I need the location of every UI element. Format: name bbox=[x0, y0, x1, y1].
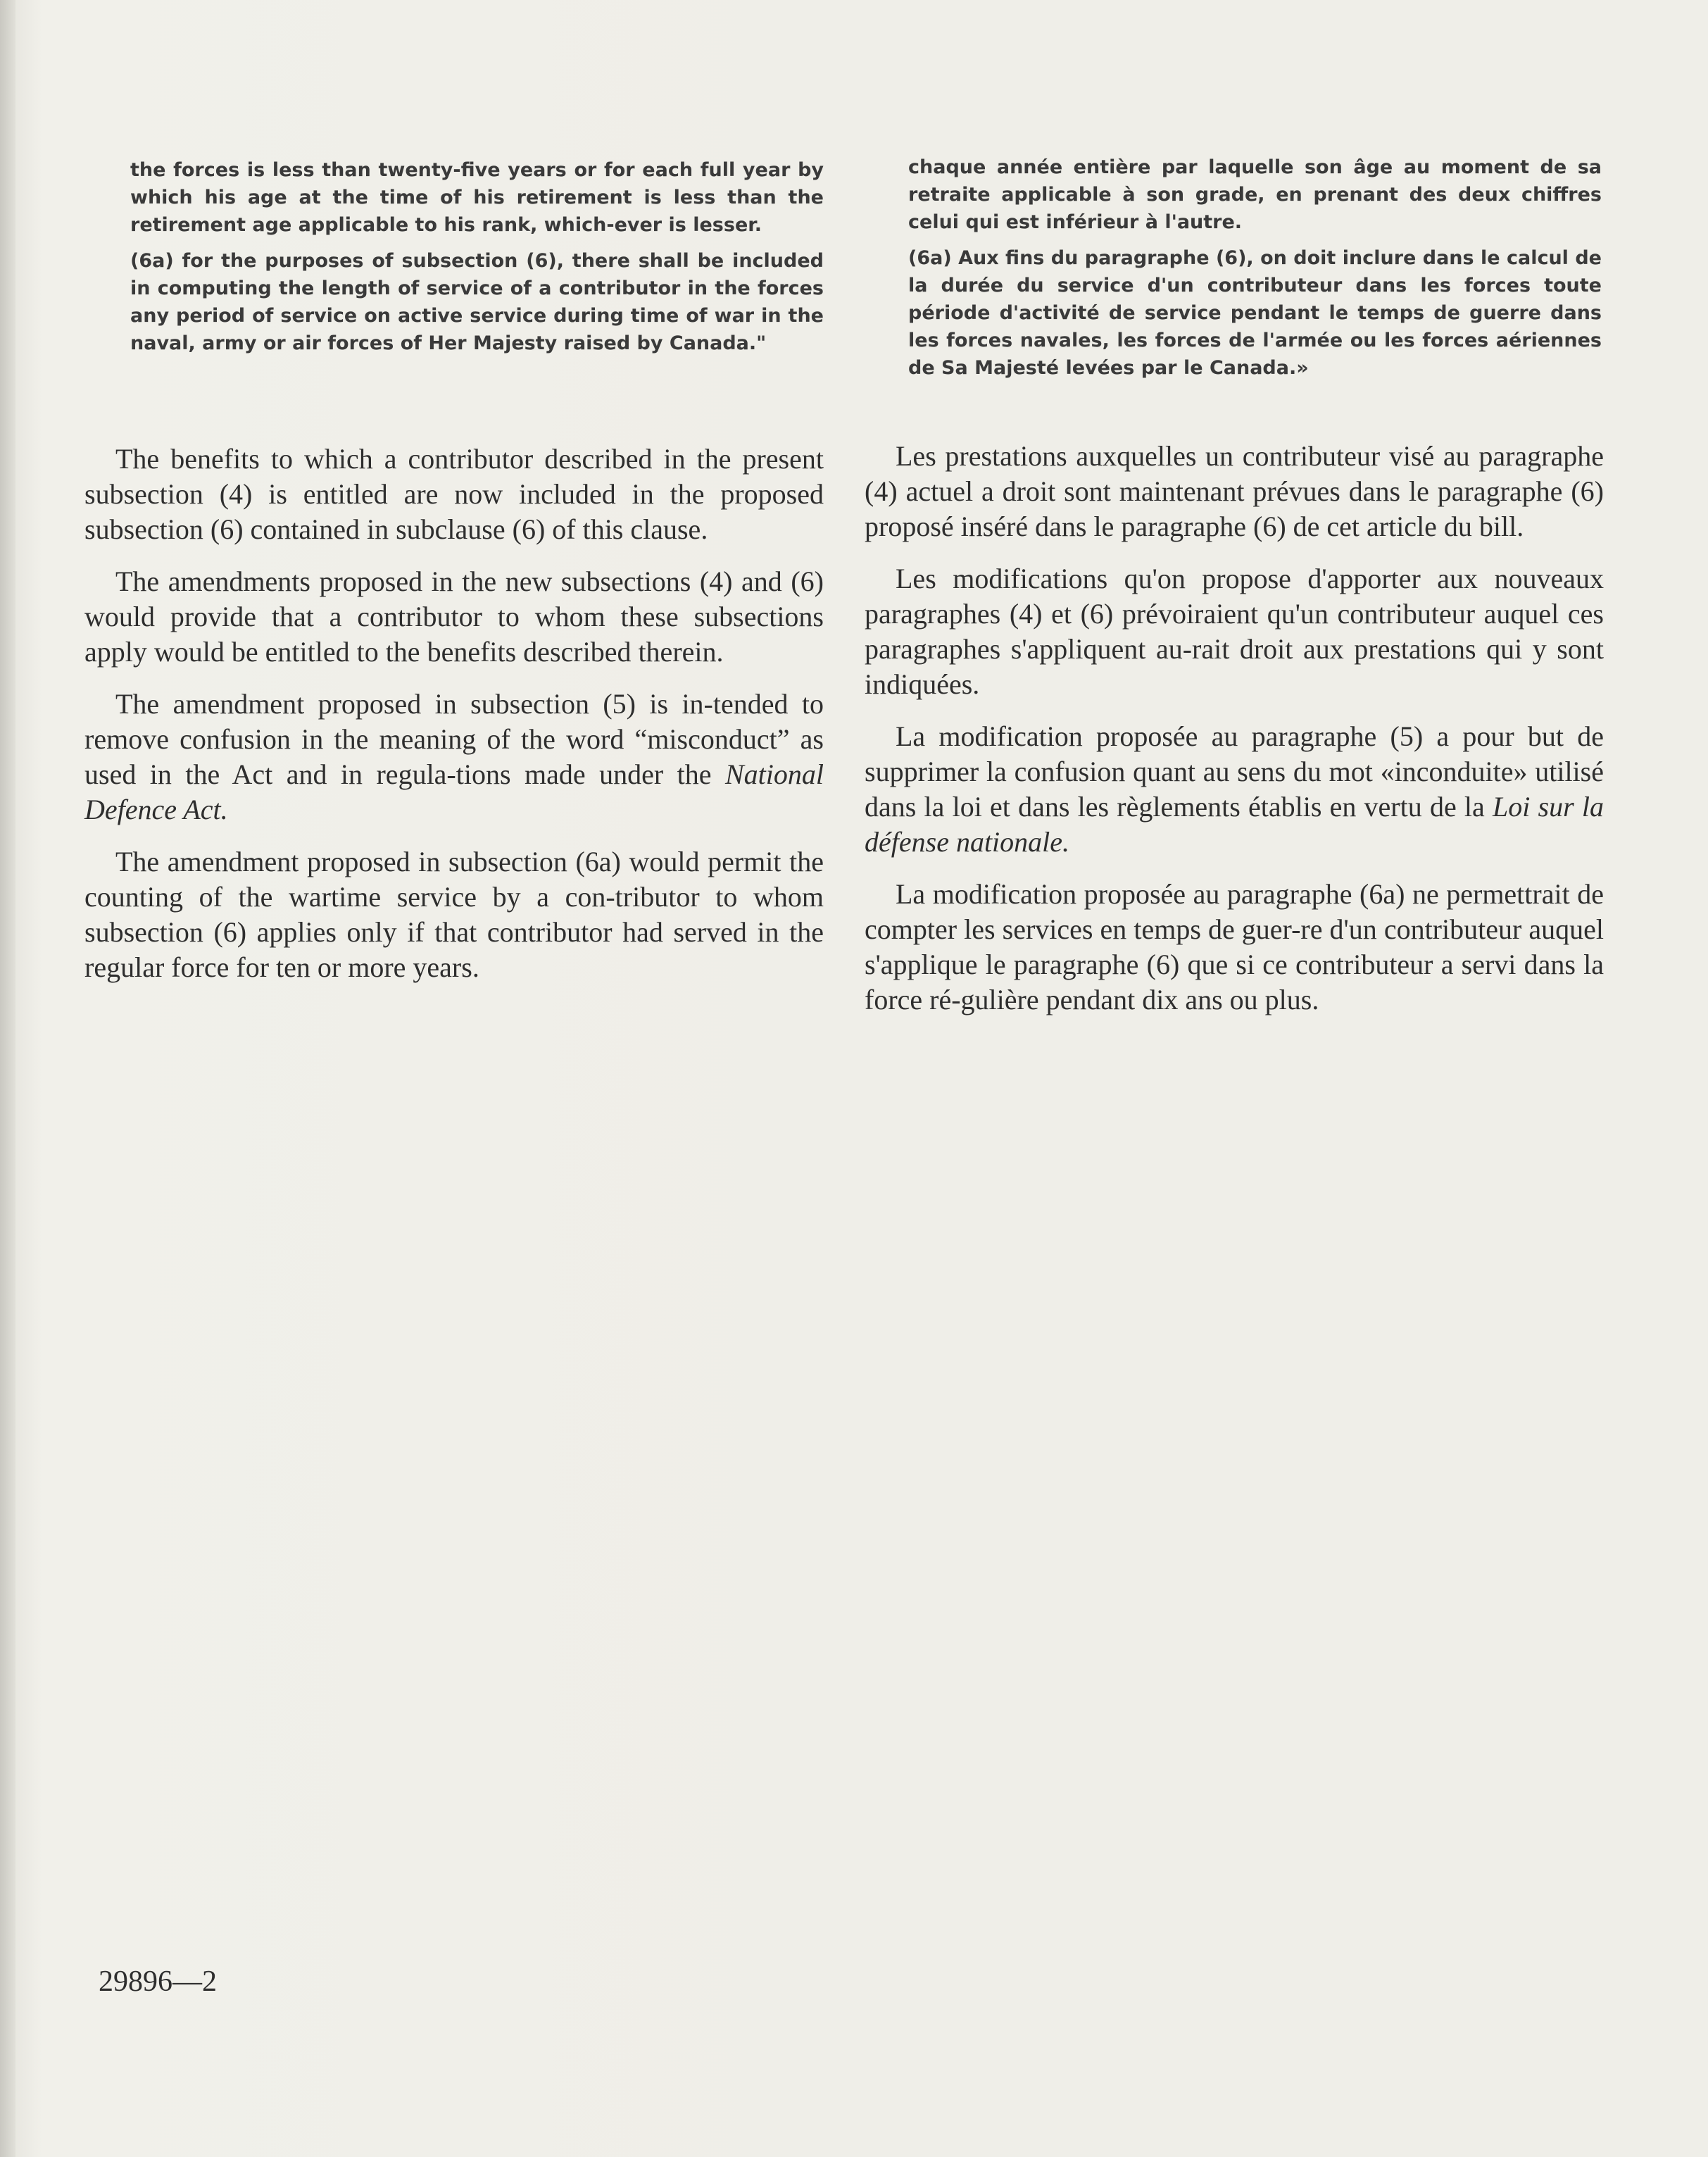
french-note-3 bbox=[865, 719, 1604, 860]
french-quoted-statute bbox=[908, 154, 1602, 382]
french-explanatory-notes bbox=[865, 439, 1604, 1034]
english-explanatory-notes bbox=[84, 442, 824, 1002]
english-note-2: The amendments proposed in the new subsections (4) and (6) would provide that a contributor to whom these subsections apply would be entitled to the benefits described therein. bbox=[84, 565, 824, 668]
page-spine-shadow bbox=[0, 0, 15, 2157]
english-note-3 bbox=[84, 687, 824, 827]
french-note-3-act-title: Loi sur la défense nationale. bbox=[865, 791, 1605, 858]
french-note-1: Les prestations auxquelles un contributeur visé au paragraphe (4) actuel a droit sont maintenant prévues dans le paragraphe (6) proposé inséré dans le paragraphe (6) de cet article du bill. bbox=[865, 440, 1604, 542]
french-note-2: Les modifications qu'on propose d'apporter aux nouveaux paragraphes (4) et (6) prévoiraient qu'un contributeur auquel ces paragraphes s'appliquent au-rait droit aux prestations qui y sont indiquées. bbox=[865, 563, 1604, 700]
french-quote-paragraph-1: chaque année entière par laquelle son âge au moment de sa retraite applicable à son grade, en prenant des deux chiffres celui qui est inférieur à l'autre. bbox=[908, 156, 1602, 233]
english-quote-paragraph-2: (6a) for the purposes of subsection (6), there shall be included in computing the length of service of a contributor in the forces any period of service on active service during time of war in the naval, army or air forces of Her Majesty raised by Canada." bbox=[130, 250, 824, 354]
english-note-4: The amendment proposed in subsection (6a) would permit the counting of the wartime service by a con-tributor to whom subsection (6) applies only if that contributor had served in the regular force for ten or more years. bbox=[84, 846, 824, 983]
english-quoted-statute bbox=[130, 156, 824, 357]
english-quote-paragraph-1: the forces is less than twenty-five years or for each full year by which his age at the time of his retirement is less than the retirement age applicable to his rank, which-ever is lesser. bbox=[130, 159, 824, 236]
english-note-3-text: The amendment proposed in subsection (5) is in-tended to remove confusion in the meaning of the word “misconduct” as used in the Act and in regula-tions made under the bbox=[84, 688, 824, 790]
english-note-3-act-title: National Defence Act. bbox=[84, 758, 824, 825]
french-note-3-text: La modification proposée au paragraphe (5) a pour but de supprimer la confusion quant au sens du mot «inconduite» utilisé dans la loi et dans les règlements établis en vertu de la bbox=[865, 720, 1604, 823]
english-note-1: The benefits to which a contributor described in the present subsection (4) is entitled are now included in the proposed subsection (6) contained in subclause (6) of this clause. bbox=[84, 443, 824, 545]
french-note-4: La modification proposée au paragraphe (6a) ne permettrait de compter les services en temps de guer-re d'un contributeur auquel s'applique le paragraphe (6) que si ce contributeur a servi dans la force ré-gulière pendant dix ans ou plus. bbox=[865, 878, 1604, 1015]
page-number: 29896—2 bbox=[99, 1965, 217, 1998]
french-quote-paragraph-2: (6a) Aux fins du paragraphe (6), on doit inclure dans le calcul de la durée du service d'un contributeur dans les forces toute période d'activité de service pendant le temps de guerre dans les forces navales, les forces de l'armée ou les forces aériennes de Sa Majesté levées par le Canada.» bbox=[908, 247, 1602, 379]
